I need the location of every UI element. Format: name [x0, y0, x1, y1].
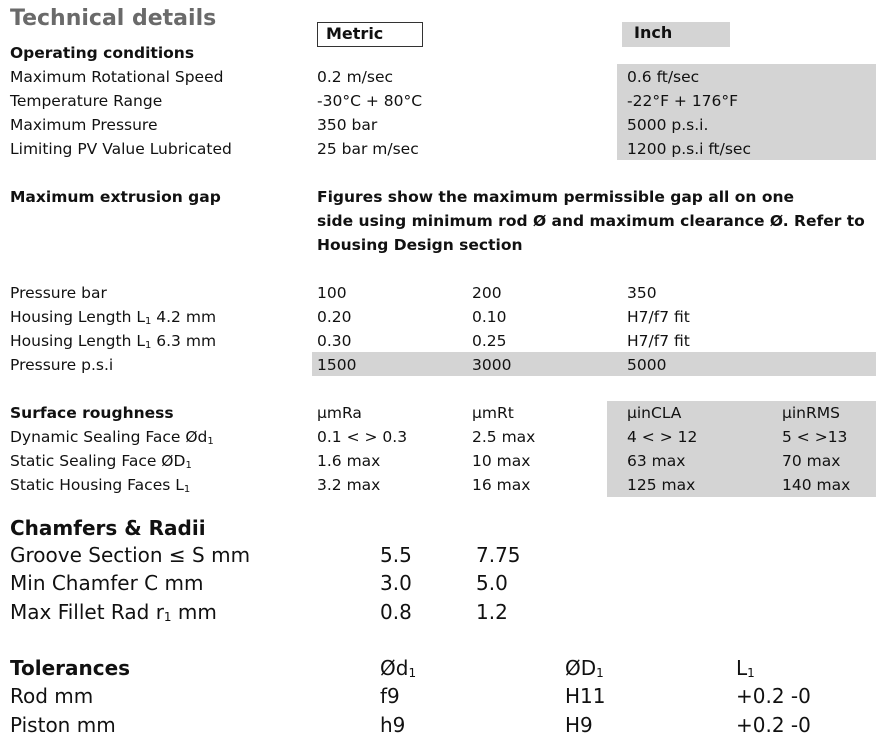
chamfers-value: 0.8	[380, 600, 412, 624]
surface-value: 0.1 < > 0.3	[317, 428, 408, 446]
surface-col-header: µmRa	[317, 404, 362, 422]
extrusion-value: 5000	[627, 356, 667, 374]
extrusion-value: 0.20	[317, 308, 352, 326]
extrusion-value: H7/f7 fit	[627, 332, 690, 350]
surface-value: 5 < >13	[782, 428, 848, 446]
tolerances-col-header: $Ød_1$	[380, 656, 417, 680]
chamfers-label: Min Chamfer C mm	[10, 571, 204, 595]
tolerances-value: +0.2 -0	[736, 684, 811, 708]
extrusion-value: 200	[472, 284, 502, 302]
operating-metric: 25 bar m/sec	[317, 140, 419, 158]
chamfers-label: Groove Section ≤ S mm	[10, 543, 251, 567]
extrusion-desc-line: side using minimum rod Ø and maximum clearance Ø. Refer to	[317, 212, 865, 230]
tolerances-label: Piston mm	[10, 713, 116, 737]
chamfers-value: 3.0	[380, 571, 412, 595]
operating-label: Limiting PV Value Lubricated	[10, 140, 232, 158]
tolerances-heading: Tolerances	[10, 656, 131, 680]
operating-inch: -22°F + 176°F	[627, 92, 739, 110]
tolerances-value: +0.2 -0	[736, 713, 811, 737]
operating-label: Temperature Range	[10, 92, 163, 110]
chamfers-heading: Chamfers & Radii	[10, 516, 206, 540]
tolerances-value: H11	[565, 684, 606, 708]
extrusion-heading: Maximum extrusion gap	[10, 188, 221, 206]
surface-label: Dynamic Sealing Face $Ød_1$	[10, 428, 214, 447]
tolerances-value: h9	[380, 713, 406, 737]
extrusion-value: 0.30	[317, 332, 352, 350]
chamfers-value: 1.2	[476, 600, 508, 624]
surface-value: 70 max	[782, 452, 841, 470]
operating-metric: -30°C + 80°C	[317, 92, 423, 110]
extrusion-value: 350	[627, 284, 657, 302]
extrusion-value: 0.10	[472, 308, 507, 326]
chamfers-value: 5.0	[476, 571, 508, 595]
surface-value: 16 max	[472, 476, 531, 494]
tolerances-value: f9	[380, 684, 400, 708]
surface-value: 2.5 max	[472, 428, 536, 446]
extrusion-label: Housing Length $L_1$ 6.3 mm	[10, 332, 217, 351]
page-title: Technical details	[10, 6, 217, 31]
surface-heading: Surface roughness	[10, 404, 174, 422]
surface-col-header: µinCLA	[627, 404, 682, 422]
psi-row-shade	[312, 352, 876, 376]
operating-inch: 0.6 ft/sec	[627, 68, 700, 86]
surface-label: Static Housing Faces $L_1$	[10, 476, 191, 495]
metric-header: Metric	[317, 22, 423, 47]
extrusion-desc-line: Figures show the maximum permissible gap all on one	[317, 188, 795, 206]
surface-value: 140 max	[782, 476, 851, 494]
surface-value: 3.2 max	[317, 476, 381, 494]
tolerances-value: H9	[565, 713, 593, 737]
surface-value: 1.6 max	[317, 452, 381, 470]
tolerances-col-header: $L_1$	[736, 656, 755, 680]
surface-label: Static Sealing Face $ØD_1$	[10, 452, 192, 471]
extrusion-desc-line: Housing Design section	[317, 236, 523, 254]
surface-value: 63 max	[627, 452, 686, 470]
extrusion-value: 3000	[472, 356, 512, 374]
surface-col-header: µmRt	[472, 404, 514, 422]
chamfers-value: 5.5	[380, 543, 412, 567]
chamfers-label: Max Fillet Rad $r_1$ mm	[10, 600, 217, 624]
operating-inch: 5000 p.s.i.	[627, 116, 709, 134]
tolerances-label: Rod mm	[10, 684, 94, 708]
extrusion-value: 0.25	[472, 332, 507, 350]
surface-value: 4 < > 12	[627, 428, 698, 446]
extrusion-label: Pressure bar	[10, 284, 107, 302]
surface-col-header: µinRMS	[782, 404, 840, 422]
chamfers-value: 7.75	[476, 543, 521, 567]
operating-metric: 0.2 m/sec	[317, 68, 394, 86]
operating-label: Maximum Pressure	[10, 116, 158, 134]
operating-metric: 350 bar	[317, 116, 378, 134]
operating-heading: Operating conditions	[10, 44, 195, 62]
surface-value: 125 max	[627, 476, 696, 494]
inch-header: Inch	[622, 22, 730, 47]
tolerances-col-header: $ØD_1$	[565, 656, 604, 680]
extrusion-label: Pressure p.s.i	[10, 356, 114, 374]
operating-inch: 1200 p.s.i ft/sec	[627, 140, 751, 158]
extrusion-value: 1500	[317, 356, 357, 374]
operating-label: Maximum Rotational Speed	[10, 68, 224, 86]
surface-value: 10 max	[472, 452, 531, 470]
extrusion-value: H7/f7 fit	[627, 308, 690, 326]
extrusion-value: 100	[317, 284, 347, 302]
extrusion-label: Housing Length $L_1$ 4.2 mm	[10, 308, 217, 327]
